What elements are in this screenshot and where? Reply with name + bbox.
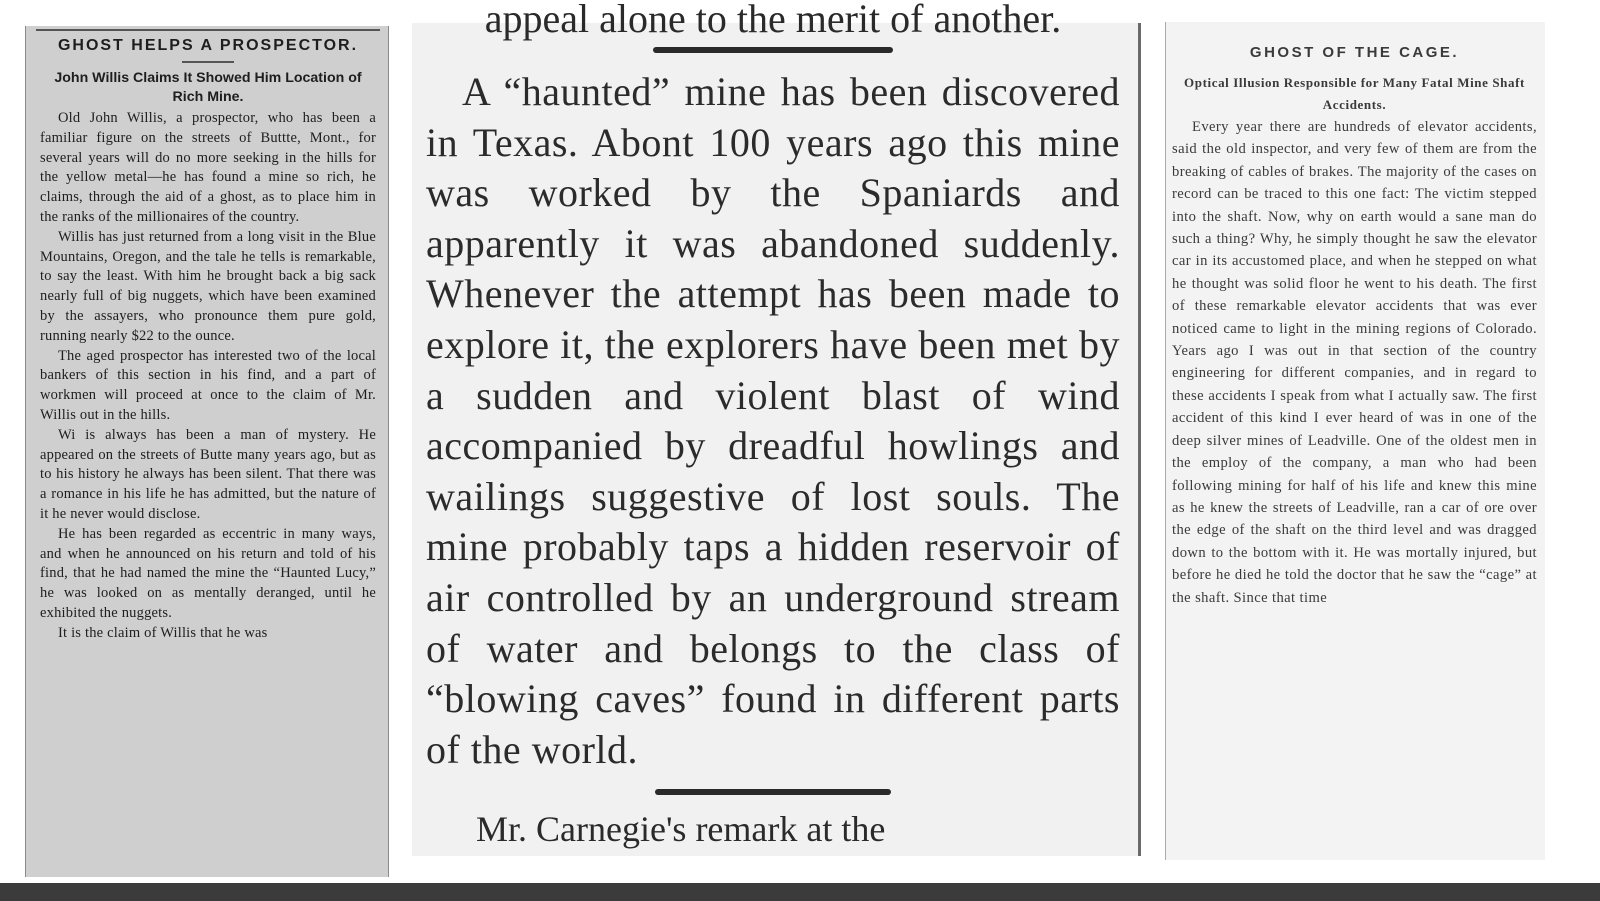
paragraph: The aged prospector has interested two of the local bankers of this section in his find, and a part of workmen will proceed at once to the claim of Mr. Willis out in the hills. [40,347,376,423]
right-newspaper-clipping [1165,22,1545,860]
headline: GHOST OF THE CAGE. [1249,44,1460,61]
cut-off-following-line: Mr. Carnegie's remark at the [476,809,886,850]
article-body: A “haunted” mine has been discovered in Texas. Abont 100 years ago this mine was worked by the Spaniards and apparently it was abandoned suddenly. Whenever the attempt has been made to explore it, the explorers have been met by a sudden and violent blast of wind accompanied by dreadful howlings and wailings suggestive of lost souls. The mine probably taps a hidden reservoir of air controlled by an underground stream of water and belongs to the class of “blowing caves” found in different parts of the world. [426,69,1120,772]
paragraph: Old John Willis, a prospector, who has been a familiar figure on the streets of Buttte, Mont., for several years will do no more seeking in the hills for the yellow metal—he has found a mine so rich, he claims, through the aid of a ghost, as to place him in the ranks of the millionaires of the country. [40,110,376,225]
left-newspaper-clipping [25,26,389,877]
article-divider-top [653,47,893,53]
paragraph: Every year there are hundreds of elevator accidents, said the old inspector, and very few of them are from the breaking of cables of brakes. The majority of the cases on record can be traced to this one fact: The victim stepped into the shaft. Now, why on earth would a sane man do such a thing? Why, he simply thought he saw the elevator car in its accustomed place, and when he stepped on what he thought was solid floor he went to his death. The first of these remarkable elevator accidents that was ever noticed came to light in the mining regions of Colorado. Years ago I was out in that section of the country engineering for different companies, and in regard to these accidents I speak from what I actually saw. The first accident of this kind I ever heard of was in one of the deep silver mines of Leadville. One of the oldest men in the employ of the company, a man who had been following mining for half of his life and knew this mine as he knew the streets of Leadville, ran a car of ore over the edge of the shaft on the third level and was dragged down to the bottom with it. He was mortally injured, but before he died he told the doctor that he saw the “cage” at the shaft. Since that time [1172,119,1537,606]
paragraph: Wi is always has been a man of mystery. He appeared on the streets of Butte many years ago, but as to his history he always has been silent. That there was a romance in his life he has admitted, but the nature of it he never would disclose. [40,426,376,522]
top-rule [36,29,380,31]
bottom-strip [0,883,1600,901]
article-body [40,109,376,644]
center-newspaper-clipping [412,0,1141,856]
paragraph: It is the claim of Willis that he was [58,624,268,641]
headline-divider [182,61,234,63]
subheadline: John Willis Claims It Showed Him Location of Rich Mine. [54,70,362,105]
subheadline: Optical Illusion Responsible for Many Fatal Mine Shaft Accidents. [1184,75,1525,112]
article-divider-bottom [655,789,891,795]
article-body [1172,116,1537,609]
headline: GHOST HELPS A PROSPECTOR. [57,37,359,54]
cut-off-preceding-line: appeal alone to the merit of another. [484,0,1062,41]
paragraph: He has been regarded as eccentric in many ways, and when he announced on his return and told of his find, that he had named the mine the “Haunted Lucy,” he was looked on as mentally deranged, until he exhibited the nuggets. [40,525,376,621]
paragraph: Willis has just returned from a long visit in the Blue Mountains, Oregon, and the tale he tells is remarkable, to say the least. With him he brought back a big sack nearly full of big nuggets, which have been examined by the assayers, who pronounce them pure gold, running nearly $22 to the ounce. [40,228,376,344]
